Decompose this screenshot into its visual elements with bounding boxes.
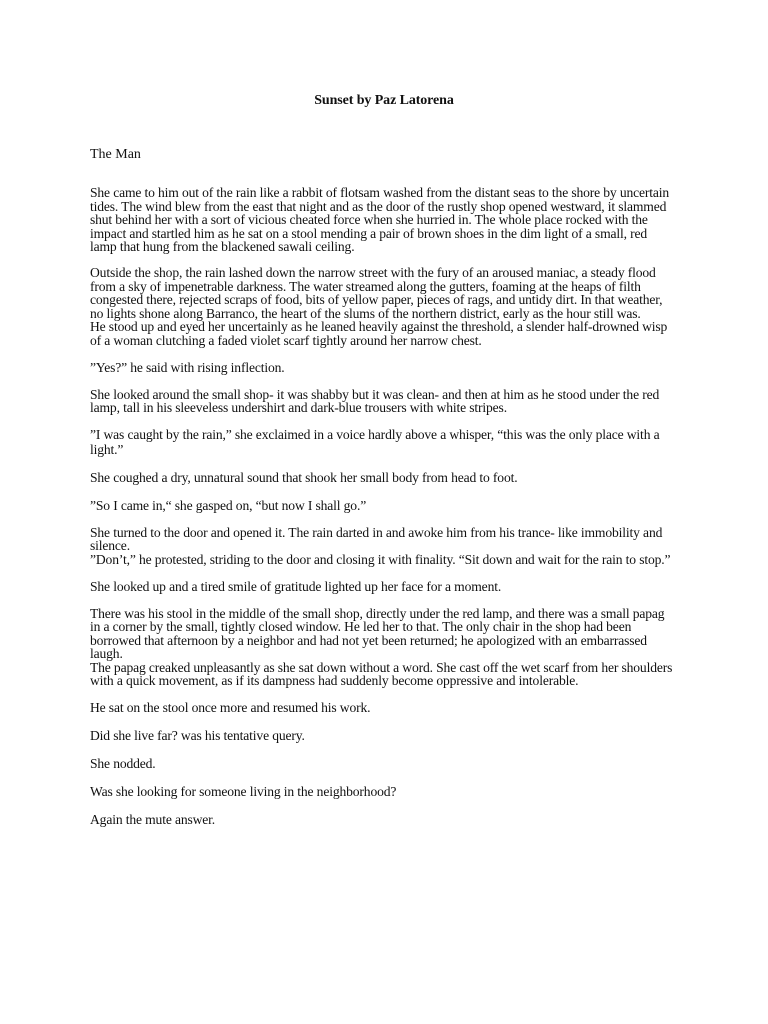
paragraph: She nodded. xyxy=(90,756,156,772)
paragraph: There was his stool in the middle of the small shop, directly under the red lamp, and there was a small papag in a corner by the small, tightly closed window. He led her to that. The only chair in the shop had been borrowed that afternoon by a neighbor and had not yet been returned; he apologized with an embarrassed laugh. xyxy=(90,605,665,662)
paragraph: She turned to the door and opened it. The rain darted in and awoke him from his trance- like immobility and silence. xyxy=(90,524,663,554)
document-title: Sunset by Paz Latorena xyxy=(314,93,454,108)
paragraph: ”I was caught by the rain,” she exclaimed in a voice hardly above a whisper, “this was the only place with a light.” xyxy=(90,426,660,457)
paragraph: ”Don’t,” he protested, striding to the door and closing it with finality. “Sit down and wait for the rain to stop.” xyxy=(90,551,671,567)
paragraph: Did she live far? was his tentative query. xyxy=(90,728,305,744)
paragraph: ”Yes?” he said with rising inflection. xyxy=(90,359,285,375)
paragraph: Again the mute answer. xyxy=(90,812,216,828)
story-body xyxy=(90,186,676,840)
paragraph: She looked up and a tired smile of gratitude lighted up her face for a moment. xyxy=(90,578,502,594)
paragraph: Outside the shop, the rain lashed down the narrow street with the fury of an aroused maniac, a steady flood from a sky of impenetrable darkness. The water streamed along the gutters, foaming at the heaps of filth congested there, rejected scraps of food, bits of yellow paper, pieces of rags, and untidy dirt. In that weather, no lights shone along Barranco, the heart of the slums of the northern district, early as the hour still was. xyxy=(90,264,663,321)
paragraph: The papag creaked unpleasantly as she sat down without a word. She cast off the wet scarf from her shoulders with a quick movement, as if its dampness had suddenly become oppressive and intolerable. xyxy=(90,659,673,689)
paragraph: He sat on the stool once more and resumed his work. xyxy=(90,700,371,716)
section-heading: The Man xyxy=(90,147,141,162)
paragraph: Was she looking for someone living in the neighborhood? xyxy=(90,784,397,800)
paragraph: She came to him out of the rain like a rabbit of flotsam washed from the distant seas to the shore by uncertain tides. The wind blew from the east that night and as the door of the rustly shop opened westward, it slammed shut behind her with a sort of vicious cheated force when she hurried in. The whole place rocked with the impact and startled him as he sat on a stool mending a pair of brown shoes in the dim light of a small, red lamp that hung from the blackened sawali ceiling. xyxy=(90,185,670,255)
paragraph: ”So I came in,“ she gasped on, “but now I shall go.” xyxy=(90,497,367,513)
paragraph: She coughed a dry, unnatural sound that shook her small body from head to foot. xyxy=(90,469,518,485)
paragraph: He stood up and eyed her uncertainly as he leaned heavily against the threshold, a slender half-drowned wisp of a woman clutching a faded violet scarf tightly around her narrow chest. xyxy=(90,319,668,348)
paragraph: She looked around the small shop- it was shabby but it was clean- and then at him as he stood under the red lamp, tall in his sleeveless undershirt and dark-blue trousers with white stripes. xyxy=(90,386,660,416)
